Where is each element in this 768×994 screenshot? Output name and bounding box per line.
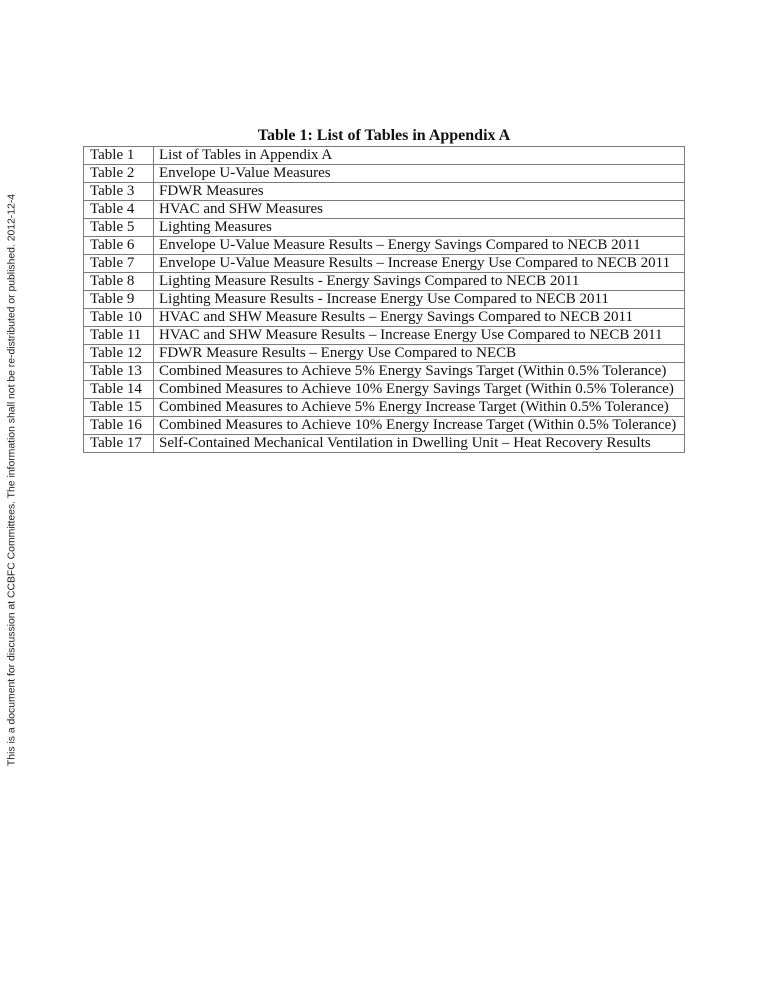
table-row	[84, 309, 685, 327]
table-number: Table 13	[84, 363, 154, 381]
table-number: Table 1	[84, 147, 154, 165]
table-row	[84, 165, 685, 183]
table-row	[84, 201, 685, 219]
table-row	[84, 363, 685, 381]
table-number: Table 10	[84, 309, 154, 327]
table-row	[84, 417, 685, 435]
table-number: Table 14	[84, 381, 154, 399]
table-description: Combined Measures to Achieve 10% Energy Increase Target (Within 0.5% Tolerance)	[154, 417, 685, 435]
table-row	[84, 183, 685, 201]
table-number: Table 7	[84, 255, 154, 273]
table-description: Envelope U-Value Measure Results – Increase Energy Use Compared to NECB 2011	[154, 255, 685, 273]
list-of-tables	[83, 146, 685, 453]
table-description: Lighting Measure Results - Energy Savings Compared to NECB 2011	[154, 273, 685, 291]
table-number: Table 3	[84, 183, 154, 201]
table-row	[84, 399, 685, 417]
table-row	[84, 291, 685, 309]
table-description: FDWR Measures	[154, 183, 685, 201]
table-caption: Table 1: List of Tables in Appendix A	[257, 127, 511, 144]
table-description: Lighting Measures	[154, 219, 685, 237]
table-row	[84, 435, 685, 453]
table-row	[84, 147, 685, 165]
table-number: Table 17	[84, 435, 154, 453]
table-number: Table 2	[84, 165, 154, 183]
table-row	[84, 345, 685, 363]
table-row	[84, 237, 685, 255]
table-description: Envelope U-Value Measure Results – Energy Savings Compared to NECB 2011	[154, 237, 685, 255]
table-row	[84, 255, 685, 273]
table-number: Table 5	[84, 219, 154, 237]
table-number: Table 8	[84, 273, 154, 291]
table-row	[84, 273, 685, 291]
table-description: HVAC and SHW Measure Results – Increase Energy Use Compared to NECB 2011	[154, 327, 685, 345]
table-description: HVAC and SHW Measure Results – Energy Savings Compared to NECB 2011	[154, 309, 685, 327]
side-watermark: This is a document for discussion at CCBFC Committees. The information shall not be re-distributed or published. 2012-12-4	[6, 193, 18, 767]
table-row	[84, 327, 685, 345]
table-number: Table 12	[84, 345, 154, 363]
table-description: Envelope U-Value Measures	[154, 165, 685, 183]
table-number: Table 11	[84, 327, 154, 345]
table-description: Self-Contained Mechanical Ventilation in Dwelling Unit – Heat Recovery Results	[154, 435, 685, 453]
table-description: FDWR Measure Results – Energy Use Compared to NECB	[154, 345, 685, 363]
table-number: Table 9	[84, 291, 154, 309]
table-number: Table 4	[84, 201, 154, 219]
table-description: Lighting Measure Results - Increase Energy Use Compared to NECB 2011	[154, 291, 685, 309]
table-description: Combined Measures to Achieve 5% Energy Savings Target (Within 0.5% Tolerance)	[154, 363, 685, 381]
table-description: List of Tables in Appendix A	[154, 147, 685, 165]
table-description: HVAC and SHW Measures	[154, 201, 685, 219]
table-number: Table 15	[84, 399, 154, 417]
table-number: Table 6	[84, 237, 154, 255]
table-description: Combined Measures to Achieve 5% Energy Increase Target (Within 0.5% Tolerance)	[154, 399, 685, 417]
table-row	[84, 381, 685, 399]
table-row	[84, 219, 685, 237]
table-description: Combined Measures to Achieve 10% Energy Savings Target (Within 0.5% Tolerance)	[154, 381, 685, 399]
table-number: Table 16	[84, 417, 154, 435]
